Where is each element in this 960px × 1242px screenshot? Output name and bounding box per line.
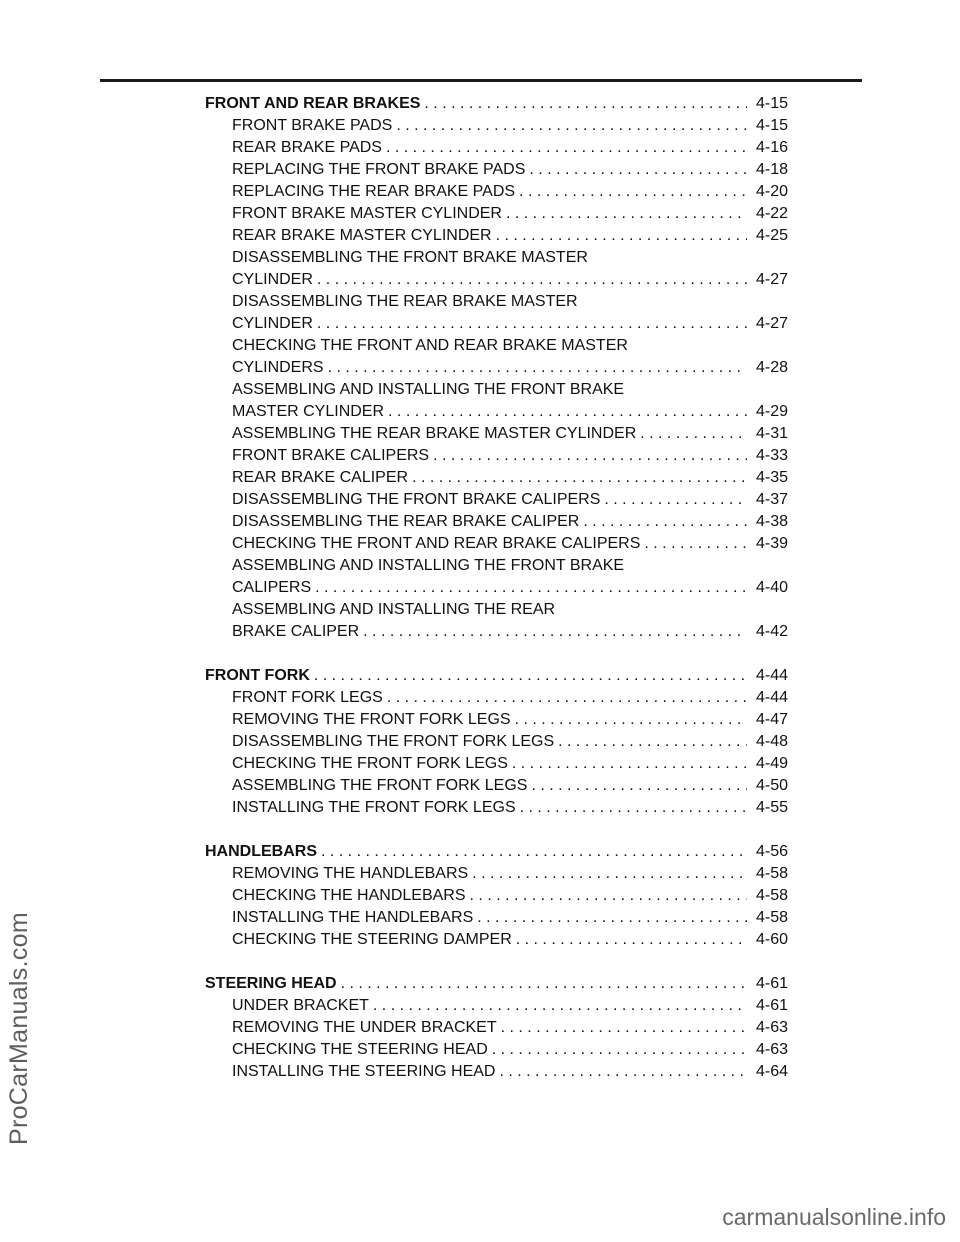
toc-page-number: 4-31 bbox=[755, 425, 788, 442]
toc-page-number: 4-61 bbox=[755, 997, 788, 1014]
toc-entry-title: REPLACING THE REAR BRAKE PADS bbox=[232, 183, 516, 200]
toc-entry[interactable] bbox=[205, 423, 788, 445]
toc-entry-title: FRONT FORK LEGS bbox=[232, 689, 383, 706]
toc-entry-first-line[interactable]: ASSEMBLING AND INSTALLING THE FRONT BRAKE bbox=[232, 557, 625, 574]
toc-entry[interactable] bbox=[205, 929, 788, 951]
toc-entry-title: ASSEMBLING THE REAR BRAKE MASTER CYLINDER bbox=[232, 425, 637, 442]
toc-page-number: 4-33 bbox=[755, 447, 788, 464]
dot-leader bbox=[529, 159, 747, 181]
side-watermark: ProCarManuals.com bbox=[5, 912, 33, 1145]
dot-leader bbox=[604, 489, 747, 511]
toc-entry-title: CHECKING THE HANDLEBARS bbox=[232, 887, 466, 904]
toc-page-number: 4-25 bbox=[755, 227, 788, 244]
toc-entry[interactable] bbox=[205, 159, 788, 181]
dot-leader bbox=[317, 269, 747, 291]
toc-entry-title: CYLINDER bbox=[232, 271, 313, 288]
dot-leader bbox=[321, 841, 747, 863]
toc-page-number: 4-15 bbox=[755, 95, 788, 112]
toc-entry[interactable] bbox=[205, 313, 788, 335]
toc-entry[interactable] bbox=[205, 907, 788, 929]
toc-entry-title: REAR BRAKE PADS bbox=[232, 139, 382, 156]
dot-leader bbox=[314, 665, 747, 687]
dot-leader bbox=[363, 621, 747, 643]
toc-heading-front-rear-brakes[interactable] bbox=[205, 93, 788, 115]
dot-leader bbox=[387, 687, 747, 709]
toc-entry[interactable] bbox=[205, 1039, 788, 1061]
section-handlebars bbox=[205, 841, 788, 951]
toc-entry[interactable] bbox=[205, 1017, 788, 1039]
toc-entry[interactable] bbox=[205, 775, 788, 797]
dot-leader bbox=[388, 401, 747, 423]
toc-entry[interactable] bbox=[205, 533, 788, 555]
toc-page-number: 4-58 bbox=[755, 909, 788, 926]
toc-entry[interactable] bbox=[205, 863, 788, 885]
toc-entry[interactable] bbox=[205, 401, 788, 423]
dot-leader bbox=[477, 907, 747, 929]
toc-page-number: 4-48 bbox=[755, 733, 788, 750]
table-of-contents bbox=[205, 93, 788, 1105]
toc-entry-title: FRONT BRAKE CALIPERS bbox=[232, 447, 430, 464]
toc-entry-title: REAR BRAKE CALIPER bbox=[232, 469, 409, 486]
section-steering-head bbox=[205, 973, 788, 1083]
toc-entry[interactable] bbox=[205, 753, 788, 775]
dot-leader bbox=[472, 863, 747, 885]
dot-leader bbox=[506, 203, 747, 225]
toc-entry[interactable] bbox=[205, 467, 788, 489]
toc-entry-title: CYLINDERS bbox=[232, 359, 324, 376]
toc-heading-title: STEERING HEAD bbox=[205, 975, 337, 992]
toc-entry[interactable] bbox=[205, 269, 788, 291]
toc-heading-title: HANDLEBARS bbox=[205, 843, 317, 860]
toc-entry[interactable] bbox=[205, 797, 788, 819]
toc-page-number: 4-38 bbox=[755, 513, 788, 530]
dot-leader bbox=[583, 511, 747, 533]
dot-leader bbox=[386, 137, 747, 159]
toc-page-number: 4-64 bbox=[755, 1063, 788, 1080]
toc-entry-first-line[interactable]: DISASSEMBLING THE REAR BRAKE MASTER bbox=[232, 293, 578, 310]
toc-entry-first-line[interactable]: ASSEMBLING AND INSTALLING THE REAR bbox=[232, 601, 556, 618]
dot-leader bbox=[470, 885, 747, 907]
toc-entry-title: REMOVING THE HANDLEBARS bbox=[232, 865, 469, 882]
toc-page-number: 4-35 bbox=[755, 469, 788, 486]
toc-page-number: 4-39 bbox=[755, 535, 788, 552]
dot-leader bbox=[341, 973, 747, 995]
toc-entry-title: CHECKING THE STEERING DAMPER bbox=[232, 931, 512, 948]
toc-page-number: 4-50 bbox=[755, 777, 788, 794]
toc-entry-title: CHECKING THE FRONT AND REAR BRAKE CALIPERS bbox=[232, 535, 641, 552]
toc-page-number: 4-61 bbox=[755, 975, 788, 992]
section-front-rear-brakes bbox=[205, 93, 788, 643]
toc-entry[interactable] bbox=[205, 621, 788, 643]
dot-leader bbox=[424, 93, 747, 115]
dot-leader bbox=[558, 731, 747, 753]
dot-leader bbox=[492, 1039, 747, 1061]
dot-leader bbox=[520, 797, 747, 819]
toc-page-number: 4-63 bbox=[755, 1041, 788, 1058]
toc-page-number: 4-27 bbox=[755, 271, 788, 288]
toc-entry-first-line[interactable]: ASSEMBLING AND INSTALLING THE FRONT BRAKE bbox=[232, 381, 625, 398]
toc-entry[interactable] bbox=[205, 709, 788, 731]
toc-heading-front-fork[interactable] bbox=[205, 665, 788, 687]
toc-entry[interactable] bbox=[205, 687, 788, 709]
bottom-watermark: carmanualsonline.info bbox=[722, 1204, 946, 1230]
dot-leader bbox=[396, 115, 747, 137]
toc-entry[interactable] bbox=[205, 115, 788, 137]
toc-entry[interactable] bbox=[205, 1061, 788, 1083]
toc-page-number: 4-20 bbox=[755, 183, 788, 200]
dot-leader bbox=[512, 753, 747, 775]
toc-entry[interactable] bbox=[205, 995, 788, 1017]
dot-leader bbox=[515, 709, 747, 731]
toc-entry[interactable] bbox=[205, 731, 788, 753]
toc-page-number: 4-40 bbox=[755, 579, 788, 596]
toc-entry[interactable] bbox=[205, 225, 788, 247]
toc-entry[interactable] bbox=[205, 885, 788, 907]
toc-page-number: 4-37 bbox=[755, 491, 788, 508]
toc-heading-title: FRONT FORK bbox=[205, 667, 310, 684]
toc-page-number: 4-29 bbox=[755, 403, 788, 420]
toc-entry-title: DISASSEMBLING THE FRONT BRAKE CALIPERS bbox=[232, 491, 601, 508]
toc-page-number: 4-60 bbox=[755, 931, 788, 948]
toc-heading-title: FRONT AND REAR BRAKES bbox=[205, 95, 421, 112]
toc-entry-title: CHECKING THE FRONT FORK LEGS bbox=[232, 755, 508, 772]
toc-heading-handlebars[interactable] bbox=[205, 841, 788, 863]
dot-leader bbox=[644, 533, 747, 555]
toc-entry-title: CHECKING THE STEERING HEAD bbox=[232, 1041, 488, 1058]
dot-leader bbox=[496, 225, 747, 247]
dot-leader bbox=[531, 775, 747, 797]
toc-entry-title: REMOVING THE UNDER BRACKET bbox=[232, 1019, 497, 1036]
toc-entry[interactable] bbox=[205, 137, 788, 159]
dot-leader bbox=[317, 313, 747, 335]
toc-entry-title: REPLACING THE FRONT BRAKE PADS bbox=[232, 161, 526, 178]
toc-entry[interactable] bbox=[205, 511, 788, 533]
toc-entry[interactable] bbox=[205, 357, 788, 379]
toc-entry-title: INSTALLING THE HANDLEBARS bbox=[232, 909, 474, 926]
toc-page-number: 4-49 bbox=[755, 755, 788, 772]
toc-entry-first-line[interactable]: DISASSEMBLING THE FRONT BRAKE MASTER bbox=[232, 249, 588, 266]
dot-leader bbox=[328, 357, 747, 379]
toc-entry-title: CYLINDER bbox=[232, 315, 313, 332]
toc-entry-title: CALIPERS bbox=[232, 579, 312, 596]
dot-leader bbox=[516, 929, 747, 951]
toc-entry[interactable] bbox=[205, 181, 788, 203]
toc-entry[interactable] bbox=[205, 489, 788, 511]
toc-page-number: 4-28 bbox=[755, 359, 788, 376]
dot-leader bbox=[640, 423, 747, 445]
toc-page-number: 4-22 bbox=[755, 205, 788, 222]
section-front-fork bbox=[205, 665, 788, 819]
toc-page-number: 4-15 bbox=[755, 117, 788, 134]
toc-page-number: 4-56 bbox=[755, 843, 788, 860]
toc-page-number: 4-27 bbox=[755, 315, 788, 332]
toc-page-number: 4-44 bbox=[755, 667, 788, 684]
dot-leader bbox=[315, 577, 747, 599]
dot-leader bbox=[499, 1061, 747, 1083]
dot-leader bbox=[433, 445, 747, 467]
toc-entry[interactable] bbox=[205, 445, 788, 467]
toc-page-number: 4-58 bbox=[755, 887, 788, 904]
toc-entry-title: FRONT BRAKE MASTER CYLINDER bbox=[232, 205, 502, 222]
toc-page-number: 4-63 bbox=[755, 1019, 788, 1036]
toc-entry-title: ASSEMBLING THE FRONT FORK LEGS bbox=[232, 777, 528, 794]
toc-page-number: 4-55 bbox=[755, 799, 788, 816]
toc-entry-title: REMOVING THE FRONT FORK LEGS bbox=[232, 711, 511, 728]
dot-leader bbox=[373, 995, 747, 1017]
toc-entry-title: FRONT BRAKE PADS bbox=[232, 117, 393, 134]
dot-leader bbox=[519, 181, 747, 203]
toc-entry-title: BRAKE CALIPER bbox=[232, 623, 360, 640]
toc-entry-first-line[interactable]: CHECKING THE FRONT AND REAR BRAKE MASTER bbox=[232, 337, 628, 354]
toc-entry-title: MASTER CYLINDER bbox=[232, 403, 385, 420]
toc-entry-title: DISASSEMBLING THE REAR BRAKE CALIPER bbox=[232, 513, 580, 530]
toc-page-number: 4-44 bbox=[755, 689, 788, 706]
dot-leader bbox=[501, 1017, 747, 1039]
toc-entry-title: REAR BRAKE MASTER CYLINDER bbox=[232, 227, 492, 244]
toc-page-number: 4-58 bbox=[755, 865, 788, 882]
toc-entry[interactable] bbox=[205, 577, 788, 599]
toc-page-number: 4-18 bbox=[755, 161, 788, 178]
toc-page-number: 4-42 bbox=[755, 623, 788, 640]
toc-entry-title: INSTALLING THE STEERING HEAD bbox=[232, 1063, 496, 1080]
header-rule bbox=[100, 79, 862, 82]
toc-heading-steering-head[interactable] bbox=[205, 973, 788, 995]
toc-page-number: 4-47 bbox=[755, 711, 788, 728]
dot-leader bbox=[412, 467, 747, 489]
toc-entry-title: INSTALLING THE FRONT FORK LEGS bbox=[232, 799, 516, 816]
toc-page-number: 4-16 bbox=[755, 139, 788, 156]
toc-entry[interactable] bbox=[205, 203, 788, 225]
toc-entry-title: DISASSEMBLING THE FRONT FORK LEGS bbox=[232, 733, 555, 750]
toc-entry-title: UNDER BRACKET bbox=[232, 997, 369, 1014]
